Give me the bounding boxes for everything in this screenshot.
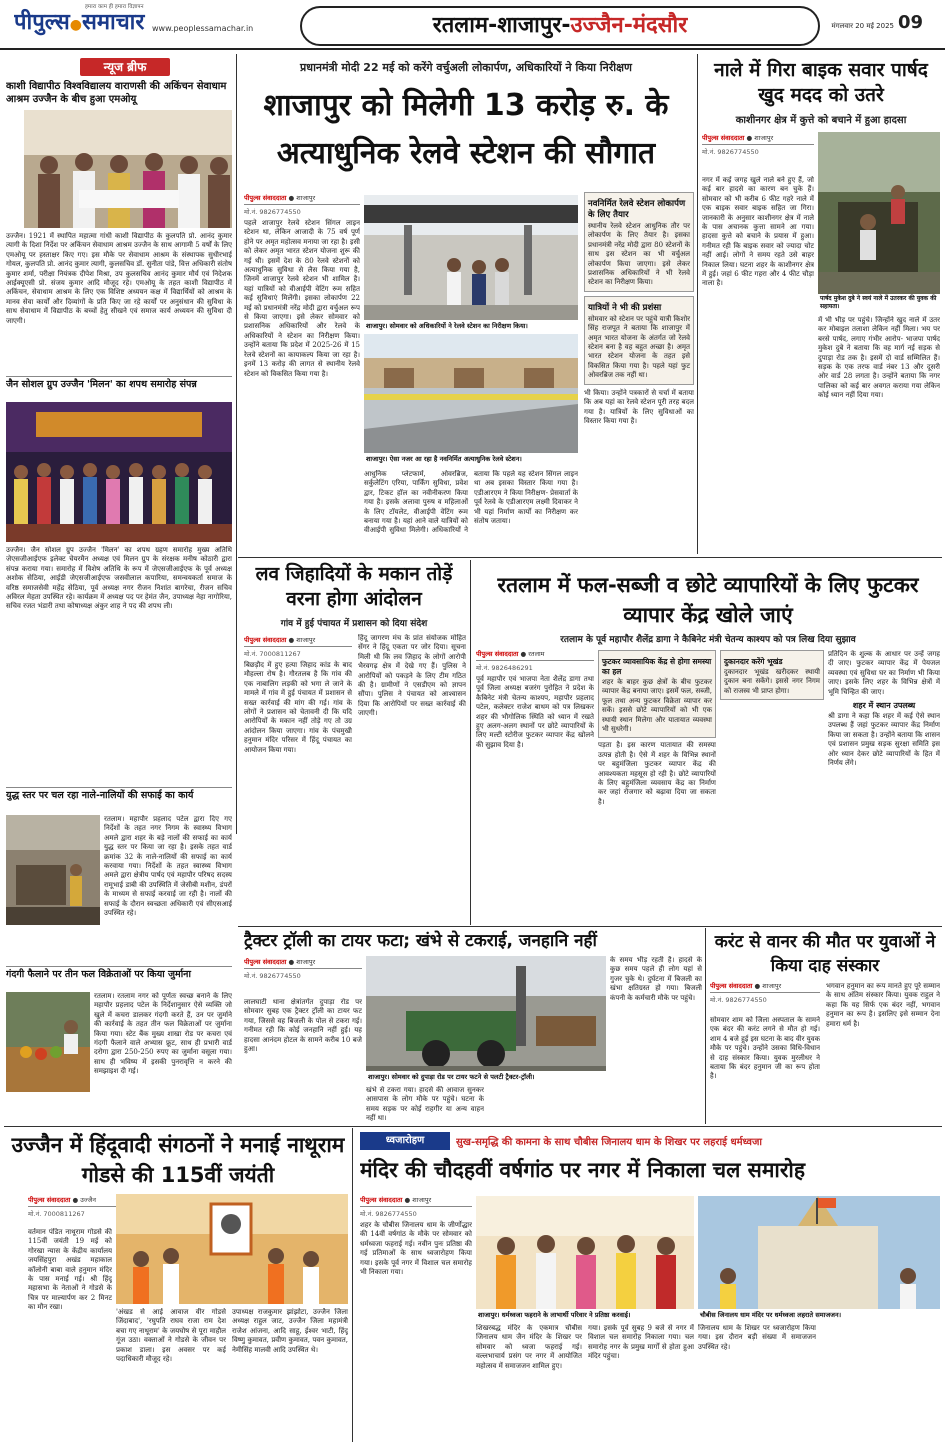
- logo-left: पीपुल्स: [14, 10, 70, 35]
- ratlam-text-col3: प्रतिदिन के शुल्क के आधार पर उन्हें जगह दी जाए। फुटकर व्यापार केंद्र में पेयजल व्यवस्था एवं सुविधा घर का निर्माण भी किया जाए। इसके लिए शहर के विभिन्न क्षेत्रों में भूमि चिन्हित की जाए।: [828, 650, 940, 696]
- byline-mobile: मो.नं. 9826774550: [244, 208, 301, 216]
- jain-kicker: सुख-समृद्धि की कामना के साथ चौबीस जिनालय धाम के शिखर पर लहराई धर्मध्वजा: [456, 1137, 762, 1148]
- lead-photo1: [364, 195, 578, 331]
- byline-city: शाजापुर: [296, 636, 316, 644]
- lead-box1: [584, 192, 694, 292]
- love-text-col2: हिंदू जागरण मंच के प्रांत संयोजक मोहित सेंगर ने हिंदू एकता पर जोर दिया। सूचना मिली थी कि लव जिहाद के लोगों आरोपी भैरवगढ़ क्षेत्र में देखे गए हैं। पुलिस ने आरोपियों को पकड़ने के लिए टीम गठित की है। ग्रामीणों ने एसडीएम को ज्ञापन सौंपा। पुलिस ने पंचायत को आश्वासन दिया कि आरोपियों पर सख्त कार्रवाई की जाएगी।: [358, 634, 466, 718]
- jain-col1: [360, 1194, 472, 1442]
- monkey-text-col2: भगवान हनुमान का रूप मानते हुए पूरे सम्मान के साथ अंतिम संस्कार किया। युवक राहुल ने कहा कि यह सिर्फ एक बंदर नहीं, भगवान हनुमान का रूप है। इसलिए इसे सम्मान देना हमारा धर्म है।: [826, 982, 940, 1028]
- brief1-text: उज्जैन। 1921 में स्थापित महात्मा गांधी काशी विद्यापीठ के कुलपति प्रो. आनंद कुमार त्यागी के दिशा निर्देश पर अकिंचन सेवाधाम आश्रम उज्जैन के साथ आगामी 5 वर्षों के लिए एमओयू पर हस्ताक्षर किए गए। इस मौके पर सेवाधाम आश्रम के संस्थापक सुधीरभाई गोयल, कुलपति प्रो. आनंद कुमार त्यागी, कुलसचिव डॉ. सुनीता पांडे, वित्त अधिकारी संतोष कुमार शर्मा, परीक्षा नियंत्रक दीपेश मिश्रा, उप कुलसचिव आनंद कुमार मौर्य एवं निदेशक आईक्यूएसी प्रो. संजय कुमार आदि मौजूद रहे। एमओयू के तहत काशी विद्यापीठ में अकिंचन, सेवाधाम आश्रम के लिए एक विशिष्ट अध्ययन कक्ष में विद्यार्थियों को आश्रम के मानव सेवा कार्यों और दिव्यांगों के प्रति किए जा रहे कार्यों पर अनुसंधान की सुविधा के साथ सेवाधाम में विद्यापीठ के बच्चों हेतु सीखने एवं समाज कार्य अध्ययन की सुविधा दी जाएगी।: [6, 232, 232, 325]
- godse-text-col3: उपाध्यक्ष राजकुमार झांझोटा, उज्जैन जिला अध्यक्ष राहुल जाट, उज्जैन जिला महामंत्री राजेश आंजना, आदि साहू, ईश्वर भाटी, हिंदू विष्णु कुमावत, प्रवीण कुमावत, पवन कुमावत, नेमीसिंह मालवी आदि उपस्थित थे।: [232, 1308, 348, 1354]
- tractor-text-col1: लालघाटी थाना क्षेत्रांतर्गत दुपाड़ा रोड पर सोमवार सुबह एक ट्रैक्टर ट्रॉली का टायर फट गया, जिससे वह बिजली के पोल से टकरा गई। गनीमत रही कि कोई जनहानि नहीं हुई। यह हादसा आनंदम होटल के सामने करीब 10 बजे हुआ।: [244, 998, 362, 1054]
- byline-city: उज्जैन: [80, 1196, 96, 1204]
- byline-label: पीपुल्स संवाददाता: [476, 650, 519, 658]
- bike-subheadline: काशीनगर क्षेत्र में कुत्ते को बचाने में हुआ हादसा: [735, 115, 907, 126]
- byline: पीपुल्स संवाददाता ● शाजापुर: [244, 192, 360, 205]
- byline-city: शाजापुर: [296, 958, 316, 966]
- ratlam-sub-title: शहर में स्थान उपलब्ध: [852, 701, 916, 711]
- logo: पीपुल्स●समाचार: [14, 10, 145, 35]
- ratlam-headline: रतलाम में फल-सब्जी व छोटे व्यापारियों के लिए फुटकर व्यापार केंद्र खोले जाएं: [497, 573, 919, 627]
- love-headline: लव जिहादियों के मकान तोड़ें वरना होगा आंदोलन: [255, 563, 453, 610]
- brief4-headline: गंदगी फैलाने पर तीन फल विक्रेताओं पर किया जुर्माना: [6, 966, 232, 981]
- lead-sidebar: [584, 192, 694, 554]
- byline-mobile: मो.नं. 9826774550: [702, 148, 759, 156]
- lead-col1: [244, 192, 360, 552]
- section-title-b: उज्जैन-मंदसौर: [570, 13, 688, 38]
- lead-text-col2: आधुनिक प्लेटफार्म, ओवरब्रिज, सर्कुलेटिंग एरिया, पार्किंग सुविधा, प्रवेश द्वार, टिकट हॉल का नवीनीकरण किया गया है। इसके अलावा पुरुष व महिलाओं के लिए टॉयलेट, वीआईपी वेटिंग रूम बनाया गया है। यहां आने वाले यात्रियों को वीआईपी सुविधा मिलेगी। अधिकारियों ने बताया कि पहले यह स्टेशन सिंगल लाइन था अब इसका विस्तार किया गया है। एडीआरएम ने किया निरीक्षण- प्रेसवार्ता के पूर्व रेलवे के एडीआरएम लक्ष्मी दिवाकर ने भी यहां निर्माण कार्यों का निरीक्षण कर संतोष जताया।: [364, 470, 578, 535]
- divider: [705, 928, 706, 1124]
- page-number: 09: [898, 12, 924, 33]
- tractor-byline-wrap: [244, 956, 362, 983]
- divider: [470, 560, 471, 925]
- ratlam-col4: [828, 650, 940, 923]
- byline-mobile: मो.नं. 7000811267: [28, 1210, 85, 1218]
- brief2-text: उज्जैन। जैन सोशल ग्रुप उज्जैन 'मिलन' का शपथ ग्रहण समारोह मुख्य अतिथि जेएसजीआईएफ इलेक्ट चेयरमैन अध्यक्ष एवं मिलन ग्रुप के संरक्षक मनीष कोठारी द्वारा संपन्न कराया गया। समारोह में विशेष अतिथि के रूप में जेएसजीआईएफ के पूर्व अध्यक्ष अशोक सेठिया, आईडी जेएसजीआईएफ जसवीलाल कपारिया, समन्वयकर्ता समाज के वरिष्ठ समाजसेवी महेंद्र सेठिया, पूर्व अध्यक्ष नगर रीजन निशांत बागरेचा, रीजन सचिव अविरल मेहता उपस्थित रहे। कार्यक्रम में अध्यक्ष पद पर हेमंत जैन, उपाध्यक्ष नेहा नागोरिया, सचिव रजत भंडारी तथा कोषाध्यक्ष अंकुर शाह ने पद की शपथ ली।: [6, 546, 232, 611]
- bike-photo-caption: पार्षद मुकेश दुबे ने स्वयं नाले में उतरकर की युवक की सहायता।: [818, 294, 940, 312]
- page-date: मंगलवार 20 मई 2025: [831, 22, 894, 30]
- byline-label: पीपुल्स संवाददाता: [244, 636, 287, 644]
- masthead: [0, 0, 945, 50]
- lead-box1-text: स्थानीय रेलवे स्टेशन आधुनिक तौर पर लोकार्पण के लिए तैयार है। इसका प्रधानमंत्री नरेंद्र मोदी द्वारा 80 स्टेशनों के साथ इस स्टेशन का भी वर्चुअल लोकार्पण किया जाएगा। इसे लेकर प्रशासनिक अधिकारियों ने भी रेलवे स्टेशन का निरीक्षण किया।: [588, 222, 690, 287]
- lead-box1-title: नवनिर्मित रेलवे स्टेशन लोकार्पण के लिए तैयार: [588, 199, 686, 220]
- tractor-photo: [366, 956, 606, 1082]
- website[interactable]: www.peoplessamachar.in: [152, 24, 254, 33]
- monkey-headline: करंट से वानर की मौत पर युवाओं ने किया दाह संस्कार: [714, 932, 936, 976]
- jain-text-col3: गया। इसके पूर्व सुबह 9 बजे से नगर में विशाल चल समारोह निकाला गया। चल समारोह नगर के प्रमुख मार्गों से होता हुआ मंदिर पहुंचा।: [588, 1324, 694, 1361]
- lead-box2-text: सोमवार को स्टेशन पर पहुंचे यात्री किशोर सिंह राजपूत ने बताया कि शाजापुर में अमृत भारत योजना के अंतर्गत जो रेलवे स्टेशन बना है वह बहुत अच्छा है। अमृत भारत स्टेशन योजना के तहत इसे विकसित किया गया है। पहले यहां फुट ओवरब्रिज तक नहीं था।: [588, 314, 690, 380]
- byline-city: शाजापुर: [754, 134, 774, 142]
- brief3-headline: युद्ध स्तर पर चल रहा नाले-नालियों की सफाई का कार्य: [6, 787, 232, 802]
- byline-city: शाजापुर: [412, 1196, 432, 1204]
- byline: पीपुल्स संवाददाता ● रतलाम: [476, 648, 594, 661]
- section-title: [300, 6, 820, 46]
- lead-text-col3: भी किया। उन्होंने पत्रकारों से चर्चा में बताया कि अब यहां का रेलवे स्टेशन पूरी तरह बदल गया है। यात्रियों के लिए सुविधाओं का विस्तार किया गया है।: [584, 388, 694, 425]
- monkey-text-col1: सोमवार शाम को जिला अस्पताल के सामने एक बंदर की करंट लगने से मौत हो गई। शाम 4 बजे हुई इस घटना के बाद वीर युवक मौके पर पहुंचे। उन्होंने उसका विधि-विधान से दाह संस्कार किया। युवक मुरलीधर ने बताया कि बंदर हनुमान जी का रूप होता है।: [710, 1016, 820, 1081]
- lead-text-col1: पहले शाजापुर रेलवे स्टेशन सिंगल लाइन स्टेशन था, लेकिन आजादी के 75 वर्ष पूर्ण होने पर अमृत महोत्सव मनाया जा रहा है। इसी को लेकर अमृत भारत स्टेशन योजना शुरू की गई थी। इसमें देश के 80 रेलवे स्टेशनों को अत्याधुनिक सुविधा से लैस किया गया है, जिनमें शाजापुर रेलवे स्टेशन भी शामिल है। यहां यात्रियों को वीआईपी वेटिंग रूम सहित कई सुविधाएं मिलेंगी। इसका लोकार्पण 22 मई को प्रधानमंत्री नरेंद्र मोदी द्वारा वर्चुअल रूप से किया जाएगा। इसे लेकर सोमवार को प्रशासनिक अधिकारियों और रेलवे के अधिकारियों ने स्टेशन का निरीक्षण किया। उन्होंने बताया कि प्रदेश में 2025-26 में 15 रेलवे स्टेशनों का कायाकल्प किया जा रहा है। इनमें 13 करोड़ की लागत से स्थानीय रेलवे स्टेशन को विकसित किया गया है।: [244, 219, 360, 378]
- jain-photo2: [698, 1196, 940, 1320]
- byline-label: पीपुल्स संवाददाता: [244, 958, 287, 966]
- section-title-a: रतलाम-शाजापुर-: [432, 13, 571, 38]
- byline-label: पीपुल्स संवाददाता: [28, 1196, 71, 1204]
- logo-right: समाचार: [81, 10, 145, 35]
- byline-mobile: मो.नं. 9826774550: [710, 996, 767, 1004]
- byline: पीपुल्स संवाददाता ● शाजापुर: [710, 980, 820, 993]
- jain-headline: मंदिर की चौदहवीं वर्षगांठ पर नगर में निकाला चल समारोह: [360, 1158, 805, 1182]
- byline-label: पीपुल्स संवाददाता: [244, 194, 287, 202]
- divider: [236, 54, 237, 834]
- lead-photo1-caption: शाजापुर। सोमवार को अधिकारियों ने रेलवे स्टेशन का निरीक्षण किया।: [364, 320, 578, 331]
- lead-photo2-caption: शाजापुर। ऐसा नजर आ रहा है नवनिर्मित अत्याधुनिक रेलवे स्टेशन।: [364, 453, 578, 464]
- ratlam-box2-title: दुकानदार करेंगे भूखंड: [724, 657, 783, 666]
- brief3-text: रतलाम। महापौर प्रहलाद पटेल द्वारा दिए गए निर्देशों के तहत नगर निगम के स्वास्थ्य विभाग अमले द्वारा शहर के बड़े नालों की सफाई का कार्य युद्ध स्तर पर किया जा रहा है। इसके तहत वार्ड क्रमांक 32 के नाले-नालियों की सफाई का कार्य करवाया गया। निर्देशों के तहत स्वास्थ्य विभाग अमले द्वारा क्षेत्रीय पार्षद एवं महापौर परिषद सदस्य रामूभाई डाबी की उपस्थिति में जेसीबी मशीन, डंपरों के माध्यम से सफाई करवाई जा रही है। नालों की सफाई के दौरान स्वच्छता अधिकारी एवं सीएसआई उपस्थित रहे।: [104, 815, 232, 918]
- monkey-byline-wrap: [710, 980, 820, 1007]
- ratlam-text-col3b: श्री डागा ने कहा कि शहर में कई ऐसे स्थान उपलब्ध हैं जहां फुटकर व्यापार केंद्र निर्माण किया जा सकता है। उन्होंने बताया कि शासन एवं प्रशासन प्रमुख सड़क सुरक्षा समिति इस ओर ध्यान देकर छोटे व्यापारियों के हित में निर्णय लेंगे।: [828, 712, 940, 768]
- lead-photo2: [364, 334, 578, 464]
- brief4-photo: [6, 992, 90, 1092]
- lead-headline: शाजापुर को मिलेगी 13 करोड़ रु. के अत्याधुनिक रेलवे स्टेशन की सौगात: [263, 88, 669, 171]
- lead-box2-title: यात्रियों ने भी की प्रशंसा: [588, 302, 662, 313]
- brief3-photo: [6, 815, 100, 925]
- logo-tag: हमारा काम ही हमारा विज्ञापन: [85, 4, 144, 10]
- tractor-text-col2: खंभे से टकरा गया। हादसे की आवाज सुनकर आसपास के लोग मौके पर पहुंचे। घटना के समय सड़क पर कोई राहगीर या अन्य वाहन नहीं था।: [366, 1086, 484, 1122]
- byline-label: पीपुल्स संवाददाता: [702, 134, 745, 142]
- byline-mobile: मो.नं. 9826486291: [476, 664, 533, 672]
- bike-text-col2: में भी भीड़ पर पहुंचे। जिन्होंने खुद नाले में उतर कर मोबाइल तलाशा लेकिन नहीं मिला। भय पर बरसे पार्षद, लगाए गंभीर आरोप- भाजपा पार्षद मुकेश दुबे ने बताया कि वह मार्ग नई सड़क से दुपाड़ा रोड तक है। इसमें दो वार्ड सम्मिलित हैं। सड़क के एक तरफ वार्ड नंबर 13 और दूसरी ओर वार्ड 28 लगता है। उन्होंने बताया कि नगर पालिका को कई बार अवगत कराया गया लेकिन कोई ध्यान नहीं दिया गया।: [818, 316, 940, 400]
- godse-text-col2: 'अंखड से आई आवाज वीर गोडसे जिंदाबाद', 'रघुपति राघव राजा राम देश बचा गए नाथूराम' के जयघोष से पूरा माहौल गूंज उठा। वक्ताओं ने गोडसे के जीवन पर प्रकाश डाला। इस अवसर पर कई पदाधिकारी मौजूद रहे।: [116, 1308, 226, 1364]
- byline: पीपुल्स संवाददाता ● शाजापुर: [244, 956, 362, 969]
- byline-label: पीपुल्स संवाददाता: [360, 1196, 403, 1204]
- byline-city: शाजापुर: [762, 982, 782, 990]
- ratlam-box2: [720, 650, 824, 700]
- byline: पीपुल्स संवाददाता ● शाजापुर: [360, 1194, 472, 1207]
- byline: पीपुल्स संवाददाता ● शाजापुर: [244, 634, 352, 647]
- ratlam-text-col1: पूर्व महापौर एवं भाजपा नेता शैलेंद्र डागा तथा पूर्व जिला अध्यक्ष बजरंग पुरोहित ने प्रदेश के कैबिनेट मंत्री चेतन्य काश्यप, महापौर प्रहलाद पटेल, कलेक्टर राजेश बाथम को पत्र लिखकर शहर की भौगोलिक स्थिति को ध्यान में रखते हुए अलग-अलग स्थानों पर छोटे व्यापारियों के लिए मल्टी स्टोरीज फुटकर व्यापार केंद्र खोलने की सुझाव दिया है।: [476, 675, 594, 749]
- tractor-text-col3: के समय भीड़ रहती है। हादसे के कुछ समय पहले ही लोग यहां से गुजर चुके थे। दुर्घटना में बिजली का खंभा क्षतिग्रस्त हो गया। बिजली कंपनी के कर्मचारी मौके पर पहुंचे।: [610, 956, 702, 1002]
- ratlam-box: [598, 650, 716, 738]
- tractor-photo-caption: शाजापुर। सोमवार को दुपाड़ा रोड पर टायर फटने से पलटी ट्रैक्टर-ट्रॉली।: [366, 1071, 606, 1082]
- divider: [352, 1128, 353, 1442]
- jain-photo2-caption: चौबीस जिनालय धाम मंदिर पर धर्मध्वजा लहराते समाजजन।: [698, 1309, 940, 1320]
- godse-photo: [116, 1194, 348, 1304]
- lead-box2: [584, 296, 694, 385]
- jain-photo1-caption: शाजापुर। धर्मध्वजा फहराने के लाभार्थी परिवार ने प्रतिष्ठा करवाई।: [476, 1309, 694, 1320]
- jain-text-col4: जिनालय धाम के शिखर पर ध्वजारोहण किया गया। इस दौरान बड़ी संख्या में समाजजन उपस्थित रहे।: [698, 1324, 816, 1351]
- byline-label: पीपुल्स संवाददाता: [710, 982, 753, 990]
- byline-mobile: मो.नं. 9826774550: [360, 1210, 417, 1218]
- ratlam-box2-text: दुकानदार भूखंड खरीदकर स्थायी दुकान बना सकेंगे। इससे नगर निगम को राजस्व भी प्राप्त होगा।: [724, 668, 820, 695]
- news-brief-label: न्यूज ब्रीफ: [80, 58, 170, 76]
- bike-byline-wrap: [702, 132, 814, 159]
- love-text-col1: बिछड़ौद में हुए हत्या जिहाद कांड के बाद मौहल्ला रोष है। गौरतलब है कि गांव की एक नाबालिग लड़की को भगा ले जाने के मामले में गांव में हुई पंचायत में प्रशासन से सख्त कार्रवाई की मांग की गई। गांव के लोगों ने प्रशासन को चेतावनी दी कि यदि आरोपियों के मकान नहीं तोड़े गए तो उग्र आंदोलन किया जाएगा। गांव के पंचमुखी हनुमान मंदिर परिसर में हिंदू पंचायत का आयोजन किया गया।: [244, 661, 352, 754]
- bike-photo: [818, 132, 940, 312]
- jain-tag: ध्वजारोहण: [360, 1132, 450, 1150]
- bike-headline: नाले में गिरा बाइक सवार पार्षद खुद मदद को उतरे: [714, 59, 928, 106]
- byline-mobile: मो.नं. 9826774550: [244, 972, 301, 980]
- brief2-photo: [6, 402, 232, 542]
- jain-text-col2: शिखरबद्ध मंदिर के एकमात्र चौबीस जिनालय धाम जैन मंदिर के शिखर पर सोमवार को ध्वजा फहराई गई। वल्लभाचार्य प्रसंग पर नगर में आयोजित महोत्सव में समाजजन शामिल हुए।: [476, 1324, 582, 1370]
- divider: [697, 54, 698, 554]
- ratlam-box-title: फुटकर व्यावसायिक केंद्र से होगा समस्या का हल: [602, 657, 712, 676]
- brief2-headline: जैन सोशल ग्रुप उज्जैन 'मिलन' का शपथ समारोह संपन्न: [6, 376, 232, 391]
- byline-mobile: मो.नं. 7000811267: [244, 650, 301, 658]
- byline: पीपुल्स संवाददाता ● उज्जैन: [28, 1194, 138, 1207]
- brief4-text: रतलाम। रतलाम नगर को पूर्णतः स्वच्छ बनाने के लिए महापौर प्रहलाद पटेल के निर्देशानुसार ऐसे व्यक्ति जो खुले में कचरा डालकर गंदगी करते हैं, उन पर जुर्माने की कार्रवाई के तहत तीन फल विक्रेताओं पर जुर्माना किया गया। स्टेट बैंक मुख्य शाखा रोड पर कचरा एवं गंदगी फैलाने वाले अभ्यास फ्रूट, साथ ही प्रभारी वार्ड दरोगा द्वारा 250-250 रुपए का जुर्माना वसूला गया। साथ ही भविष्य में इसकी पुनरावृत्ति न करने की समझाइश दी गई।: [94, 992, 232, 1076]
- ratlam-col3: [720, 650, 824, 923]
- byline: पीपुल्स संवाददाता ● शाजापुर: [702, 132, 814, 145]
- godse-headline: उज्जैन में हिंदूवादी संगठनों ने मनाई नाथूराम गोडसे की 115वीं जयंती: [11, 1133, 345, 1187]
- brief1-photo: [24, 110, 232, 228]
- divider: [4, 1126, 942, 1127]
- ratlam-subheadline: रतलाम के पूर्व महापौर शैलेंद्र डागा ने कैबिनेट मंत्री चेतन्य काश्यप को पत्र लिख दिया सुझाव: [560, 635, 856, 645]
- byline-city: शाजापुर: [296, 194, 316, 202]
- jain-text-col1: शहर के चौबीस जिनालय धाम के जीर्णोद्धार की 14वीं वर्षगांठ के मौके पर सोमवार को धर्मध्वजा फहराई गई। नवीन पुनः प्रतिष्ठा की गई प्रतिमाओं के साथ ध्वजारोहण किया गया। इसके पूर्व नगर में विशाल चल समारोह भी निकाला गया।: [360, 1221, 472, 1277]
- tractor-headline: ट्रैक्टर ट्रॉली का टायर फटा; खंभे से टकराई, जनहानि नहीं: [244, 931, 597, 951]
- divider: [238, 557, 942, 558]
- lead-kicker: प्रधानमंत्री मोदी 22 मई को करेंगे वर्चुअली लोकार्पण, अधिकारियों ने किया निरीक्षण: [300, 61, 632, 74]
- ratlam-box-text: शहर के बाहर कुछ क्षेत्रों के बीच फुटकर व्यापार केंद्र बनाया जाए। इसमें फल, सब्जी, फूल तथा अन्य फुटकर विक्रेता व्यापार कर सकें। इससे छोटे व्यापारियों को भी एक स्थायी स्थान मिलेगा और यातायात व्यवस्था भी सुधरेगी।: [602, 678, 712, 734]
- ratlam-text-col2: पड़ता है। इस कारण यातायात की समस्या उत्पन्न होती है। ऐसे में शहर के विभिन्न स्थानों पर बहुमंजिला फुटकर व्यापार केंद्र की आवश्यकता महसूस हो रही है। छोटे व्यापारियों के लिए बहुमंजिला व्यवसाय केंद्र का निर्माण कर जहां रोजगार को बढ़ावा दिया जा सकता है।: [598, 741, 716, 806]
- jain-photo1: [476, 1196, 694, 1320]
- ratlam-col2: [598, 650, 716, 923]
- godse-text-col1: वर्तमान पंडित नाथूराम गोडसे की 115वीं जयंती 19 मई को गोरखा न्यास के केंद्रीय कार्यालय जयसिंहपुरा अखंड महाकाल कॉलोनी बाबा वाले हनुमान मंदिर के पास मनाई गई। श्री हिंदू महासभा के नेताओं ने गोडसे के चित्र पर माल्यार्पण कर 2 मिनट का मौन रखा।: [28, 1228, 112, 1312]
- brief1-headline: काशी विद्यापीठ विश्वविद्यालय वाराणसी की अकिंचन सेवाधाम आश्रम उज्जैन के बीच हुआ एमओयू: [6, 81, 227, 105]
- divider: [238, 926, 942, 927]
- bike-text-col1: नगर में कई जगह खुले नाले बने हुए हैं, जो कई बार हादसे का कारण बन चुके हैं। सोमवार को भी करीब 6 फीट गहरे नाले में एक बाइक सवार बाइक सहित जा गिरा। जानकारी के अनुसार काशीनगर क्षेत्र में नाले के पास अचानक कुत्ता सामने आ गया। हादसा कुत्ते को बचाने के प्रयास में हुआ। गनीमत रही कि बाइक सवार को ज्यादा चोट नहीं आई। लोगों ने समय रहते उसे बाहर निकाल लिया। घटना शहर के काशीनगर क्षेत्र में हुई। जहां 6 फीट गहरा और 4 फीट चौड़ा नाला है।: [702, 176, 814, 288]
- love-subheadline: गांव में हुई पंचायत में प्रशासन को दिया संदेश: [280, 619, 428, 629]
- byline-city: रतलाम: [528, 650, 545, 658]
- love-col1: [244, 634, 352, 924]
- ratlam-col1: [476, 648, 594, 923]
